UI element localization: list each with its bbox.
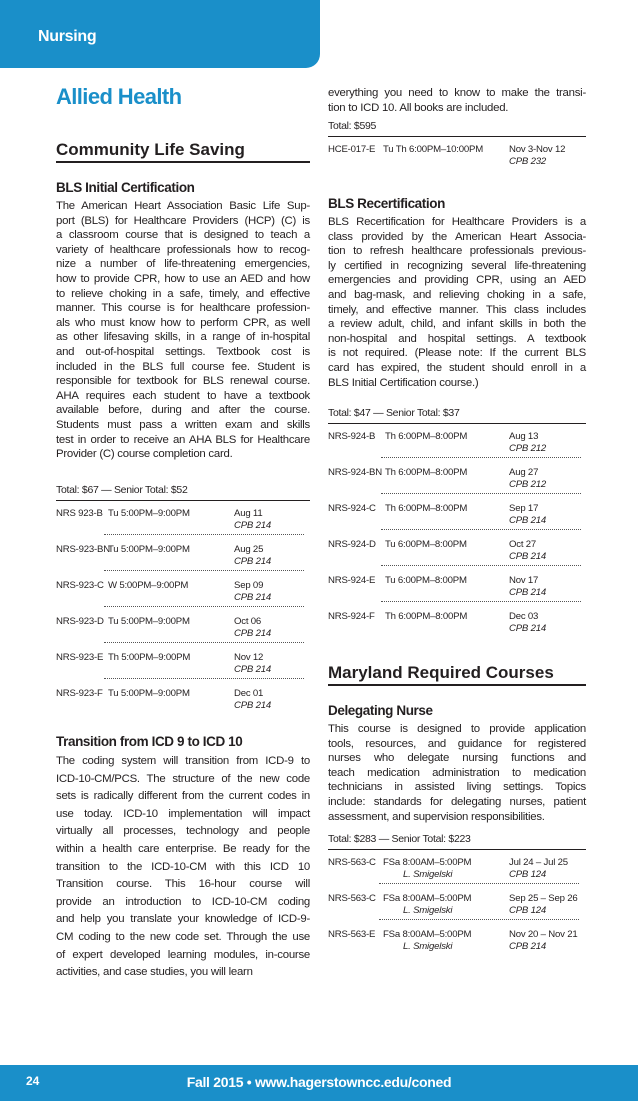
text-line: BLS Initial Certification course.) (328, 376, 479, 389)
session-code: NRS-924-F (328, 611, 375, 622)
session-row (328, 891, 586, 927)
row-divider (379, 919, 579, 920)
text-line: port (BLS) for Healthcare Providers (HCP) (C) is (56, 214, 310, 227)
icd-title: Transition from ICD 9 to ICD 10 (56, 734, 243, 749)
section-tab-label: Nursing (38, 28, 97, 45)
session-date: Jul 24 – Jul 25 (509, 857, 568, 868)
row-divider (381, 457, 581, 458)
session-time: FSa 8:00AM–5:00PM (383, 857, 472, 868)
session-code: NRS-924-BN (328, 467, 382, 478)
session-room: CPB 214 (509, 941, 546, 952)
session-room: CPB 214 (509, 623, 546, 634)
session-room: CPB 214 (234, 664, 271, 675)
bls-initial-description (56, 199, 310, 462)
session-room: CPB 214 (234, 700, 271, 711)
text-line: non-hospital and hospital settings. A textbook (328, 332, 586, 345)
session-room: CPB 124 (509, 905, 546, 916)
text-line: manner. This course is for healthcare profession- (56, 302, 310, 315)
divider (328, 849, 586, 850)
session-time: Tu 5:00PM–9:00PM (108, 544, 190, 555)
row-divider (379, 883, 579, 884)
session-date: Nov 12 (234, 652, 264, 663)
text-line: test in order to receive an AHA BLS for Healthcare (56, 433, 310, 446)
session-date: Aug 27 (509, 467, 539, 478)
text-line: available before, during and after the course. (56, 404, 310, 417)
session-room: CPB 214 (234, 628, 271, 639)
session-code: NRS-923-F (56, 688, 103, 699)
text-line: is not required. (Please note: If the current BLS (328, 347, 586, 360)
page-title: Allied Health (56, 84, 182, 109)
session-row (56, 578, 310, 614)
text-line: and out-of-hospital settings. Textbook cost is (56, 345, 310, 358)
text-line: tion to ICD 10. All books are included. (328, 101, 509, 114)
session-date: Dec 03 (509, 611, 539, 622)
session-room: CPB 214 (509, 551, 546, 562)
session-time: Th 6:00PM–8:00PM (385, 611, 468, 622)
text-line: responsible for textbook for BLS renewal course. (56, 375, 310, 388)
text-line: Students must pass a written exam and skills (56, 418, 310, 431)
session-code: NRS-563-C (328, 893, 376, 904)
session-code: HCE-017-E (328, 144, 376, 155)
text-line: emergencies and providing CPR, using an AED (328, 274, 586, 287)
text-line: The coding system will transition from ICD-9 to (56, 755, 310, 767)
bls-recert-total: Total: $47 — Senior Total: $37 (328, 407, 460, 419)
session-row (328, 855, 586, 891)
icd-sessions (328, 142, 586, 178)
session-room: CPB 212 (509, 443, 546, 454)
session-date: Aug 13 (509, 431, 539, 442)
text-line: sets is radically different from the current codes in (56, 790, 310, 803)
text-line: nize a number of life-threatening emergencies, (56, 258, 310, 271)
text-line: include: standards for delegating nurses, patient (328, 795, 586, 808)
session-time: Tu 5:00PM–9:00PM (108, 616, 190, 627)
text-line: provide an introduction to ICD-10-CM coding (56, 895, 310, 908)
bls-recert-description (328, 215, 586, 390)
text-line: BLS Recertification for Healthcare Providers is a (328, 216, 586, 228)
text-line: CM coding to the new code set. Through the use (56, 930, 310, 943)
session-row (328, 609, 586, 645)
text-line: within a health care enterprise. Be ready for the (56, 842, 310, 855)
delegating-nurse-total: Total: $283 — Senior Total: $223 (328, 833, 471, 845)
text-line: a review adult, child, and infant skills in both the (328, 318, 586, 331)
session-row (56, 686, 310, 722)
session-code: NRS-924-B (328, 431, 376, 442)
section-tab (0, 0, 320, 68)
session-date: Aug 11 (234, 508, 263, 519)
section-heading-maryland: Maryland Required Courses (328, 663, 586, 686)
delegating-nurse-description (328, 722, 586, 824)
session-time: Th 5:00PM–9:00PM (108, 652, 191, 663)
delegating-nurse-sessions (328, 855, 586, 963)
session-date: Oct 27 (509, 539, 537, 550)
session-row (328, 501, 586, 537)
session-date: Nov 3-Nov 12 (509, 144, 566, 155)
divider (328, 423, 586, 424)
session-instructor: L. Smigelski (403, 869, 453, 880)
row-divider (104, 570, 304, 571)
session-time: Th 6:00PM–8:00PM (385, 467, 468, 478)
text-line: activities, and case studies, you will learn (56, 966, 253, 979)
page-number: 24 (26, 1074, 40, 1088)
session-time: FSa 8:00AM–5:00PM (383, 929, 472, 940)
session-code: NRS-923-BN (56, 544, 110, 555)
session-instructor: L. Smigelski (403, 905, 453, 916)
text-line: of expert developed learning modules, in-course (56, 948, 310, 961)
text-line: tion to refresh healthcare professionals previous- (328, 245, 586, 258)
session-time: Tu 5:00PM–9:00PM (108, 688, 190, 699)
session-row (56, 506, 310, 542)
text-line: transition to the ICD-10-CM with this ICD 10 (56, 860, 310, 873)
text-line: technicians in assisted living settings. Topics (328, 781, 586, 794)
session-room: CPB 124 (509, 869, 546, 880)
bls-recert-title: BLS Recertification (328, 196, 445, 211)
text-line: included in the BLS full course fee. Student is (56, 360, 310, 373)
text-line: timely, and effective manner. This class includes (328, 303, 586, 316)
text-line: how to provide CPR, how to use an AED and how (56, 272, 310, 285)
session-row (328, 429, 586, 465)
text-line: Provider (C) course completion card. (56, 448, 233, 461)
session-row (328, 573, 586, 609)
text-line: als who must know how to perform CPR, as well (56, 316, 310, 329)
text-line: AHA requires each student to have a textbook (56, 389, 310, 402)
text-line: to relieve choking in a safe, timely, and effective (56, 287, 310, 300)
session-time: Tu 6:00PM–8:00PM (385, 575, 467, 586)
icd-total: Total: $595 (328, 120, 377, 132)
session-code: NRS-923-C (56, 580, 104, 591)
session-row (328, 927, 586, 963)
session-row (56, 614, 310, 650)
session-room: CPB 214 (234, 592, 271, 603)
session-room: CPB 214 (234, 556, 271, 567)
session-date: Sep 09 (234, 580, 264, 591)
text-line: teach medication administration to medication (328, 766, 586, 779)
session-room: CPB 214 (234, 520, 271, 531)
row-divider (104, 606, 304, 607)
bls-recert-sessions (328, 429, 586, 645)
text-line: class provided by the American Heart Associa- (328, 230, 586, 243)
session-row (328, 465, 586, 501)
session-time: Th 6:00PM–8:00PM (385, 503, 468, 514)
session-time: W 5:00PM–9:00PM (108, 580, 189, 591)
text-line: assessment, and supervision responsibilities. (328, 810, 545, 823)
session-date: Oct 06 (234, 616, 262, 627)
session-code: NRS-923-D (56, 616, 104, 627)
session-room: CPB 214 (509, 587, 546, 598)
bls-initial-sessions (56, 506, 310, 722)
row-divider (104, 678, 304, 679)
session-time: FSa 8:00AM–5:00PM (383, 893, 472, 904)
session-time: Tu 5:00PM–9:00PM (108, 508, 190, 519)
session-time: Tu 6:00PM–8:00PM (385, 539, 467, 550)
text-line: virtually all processes, technology and people (56, 825, 310, 838)
text-line: variety of healthcare professionals how to recog- (56, 243, 310, 256)
session-row (56, 542, 310, 578)
session-code: NRS-563-C (328, 857, 376, 868)
session-room: CPB 214 (509, 515, 546, 526)
row-divider (104, 642, 304, 643)
row-divider (381, 565, 581, 566)
delegating-nurse-title: Delegating Nurse (328, 703, 433, 718)
session-instructor: L. Smigelski (403, 941, 453, 952)
session-code: NRS 923-B (56, 508, 103, 519)
session-code: NRS-924-E (328, 575, 376, 586)
text-line: nurses who delegate nursing functions and (328, 752, 586, 765)
session-code: NRS-924-D (328, 539, 376, 550)
footer-text: Fall 2015 • www.hagerstowncc.edu/coned (186, 1074, 452, 1090)
session-date: Nov 17 (509, 575, 539, 586)
icd-description-continued (328, 86, 586, 115)
session-row (56, 650, 310, 686)
icd-description (56, 753, 310, 982)
divider (56, 500, 310, 501)
text-line: and bag-mask, and relieving choking in a safe, (328, 288, 586, 301)
text-line: use today. ICD-10 implementation will impact (56, 807, 310, 820)
session-time: Th 6:00PM–8:00PM (385, 431, 468, 442)
session-date: Sep 25 – Sep 26 (509, 893, 578, 904)
section-heading-community: Community Life Saving (56, 140, 310, 163)
session-code: NRS-924-C (328, 503, 376, 514)
text-line: and help you translate your knowledge of ICD-9- (56, 913, 310, 926)
bls-initial-title: BLS Initial Certification (56, 180, 195, 195)
session-room: CPB 212 (509, 479, 546, 490)
text-line: This course is designed to provide application (328, 723, 586, 735)
session-time: Tu Th 6:00PM–10:00PM (383, 144, 483, 155)
divider (328, 136, 586, 137)
text-line: ly certified in recognizing several life-threatening (328, 259, 586, 272)
text-line: everything you need to know to make the transi- (328, 87, 586, 99)
session-row (328, 142, 586, 178)
text-line: Transition course. This 16-hour course will (56, 878, 310, 891)
session-date: Nov 20 – Nov 21 (509, 929, 578, 940)
text-line: as other lifesaving skills, in a range of in-hospital (56, 331, 310, 344)
text-line: a classroom course that is designed to teach a (56, 229, 310, 242)
text-line: tools, resources, and guidance for registered (328, 737, 586, 750)
session-date: Dec 01 (234, 688, 264, 699)
row-divider (381, 601, 581, 602)
text-line: card has expired, the student should enroll in a (328, 361, 586, 374)
text-line: The American Heart Association Basic Life Sup- (56, 200, 310, 212)
session-row (328, 537, 586, 573)
session-room: CPB 232 (509, 156, 546, 167)
bls-initial-total: Total: $67 — Senior Total: $52 (56, 484, 188, 496)
session-code: NRS-923-E (56, 652, 104, 663)
session-code: NRS-563-E (328, 929, 376, 940)
text-line: ICD-10-CM/PCS. The structure of the new code (56, 772, 310, 785)
row-divider (381, 529, 581, 530)
row-divider (381, 493, 581, 494)
session-date: Sep 17 (509, 503, 539, 514)
footer-bar (0, 1065, 638, 1101)
row-divider (104, 534, 304, 535)
session-date: Aug 25 (234, 544, 264, 555)
